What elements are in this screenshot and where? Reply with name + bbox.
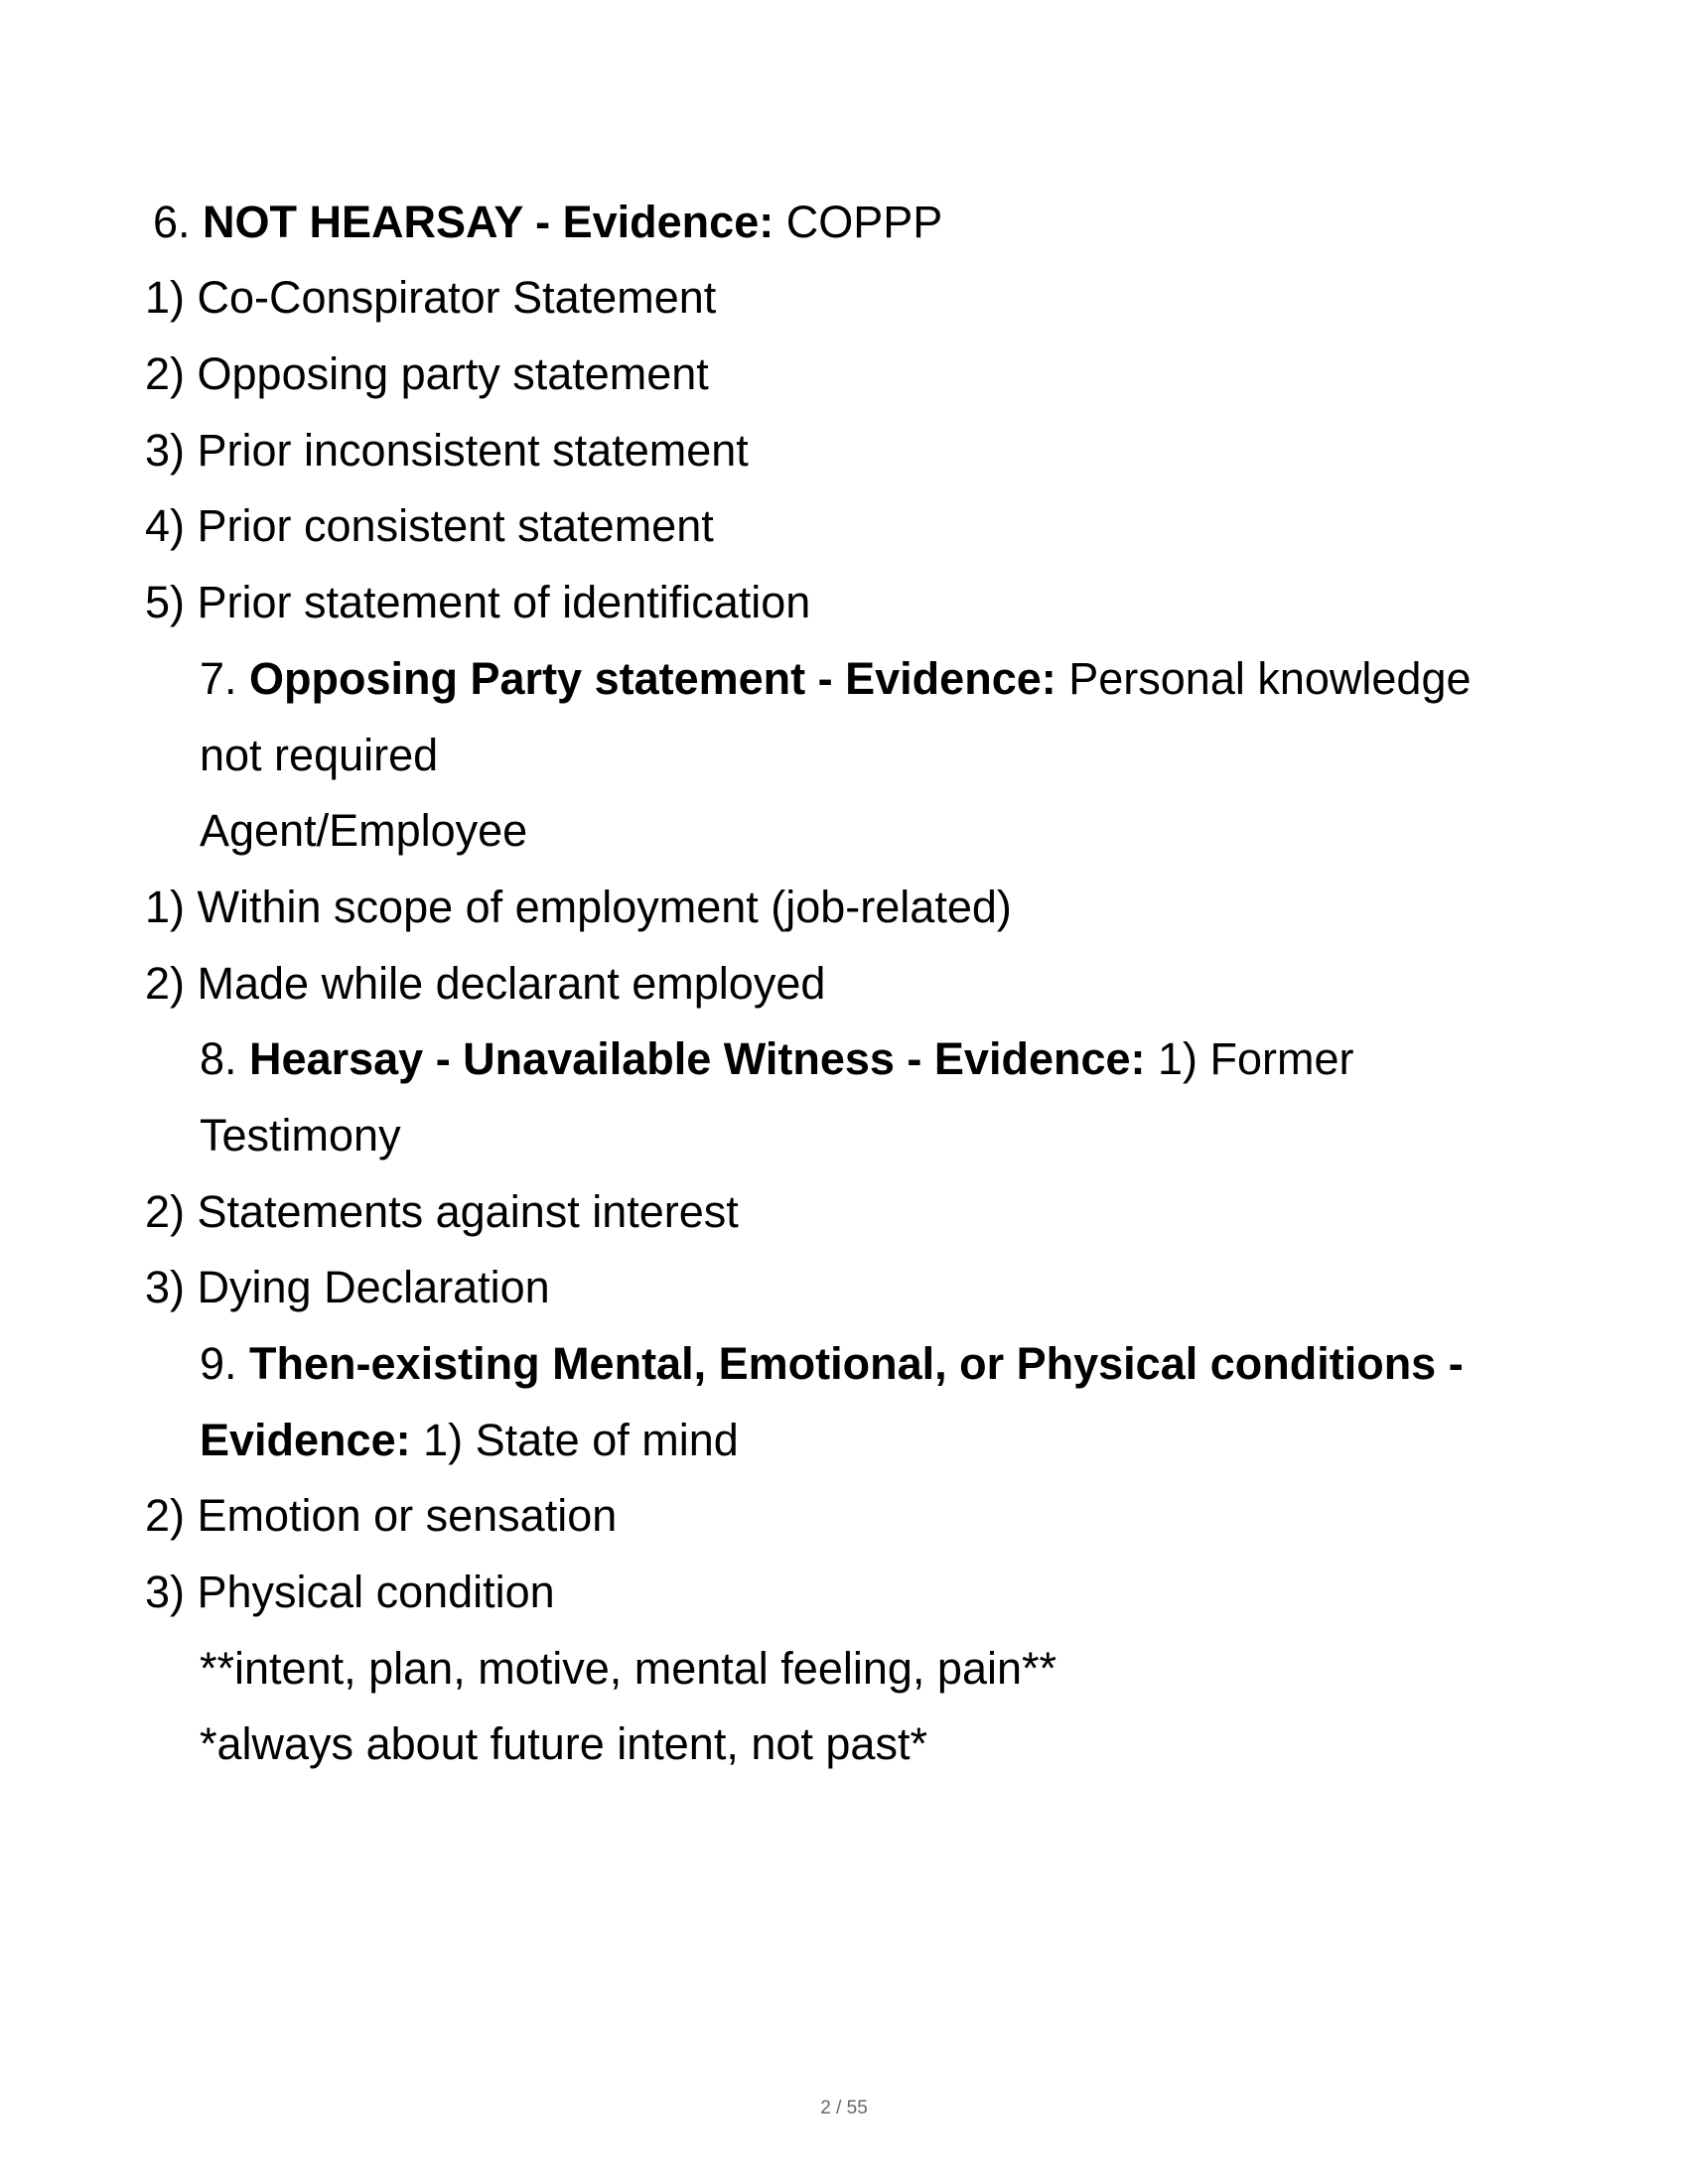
section-title-continuation: Evidence: — [200, 1415, 411, 1465]
list-item: 2) Opposing party statement — [145, 348, 709, 399]
section-title: Opposing Party statement - Evidence: — [249, 653, 1056, 704]
section-number: 9. — [200, 1338, 237, 1389]
section-6-heading — [153, 195, 942, 250]
section-7-heading — [200, 651, 1472, 707]
section-number: 8. — [200, 1033, 237, 1084]
note-text: **intent, plan, motive, mental feeling, pain** — [200, 1643, 1057, 1694]
section-title: Hearsay - Unavailable Witness - Evidence: — [249, 1033, 1146, 1084]
section-number: 7. — [200, 653, 237, 704]
section-title: NOT HEARSAY - Evidence: — [203, 197, 774, 247]
section-text: COPPP — [785, 197, 943, 247]
section-title: Then-existing Mental, Emotional, or Physical conditions - — [249, 1338, 1464, 1389]
section-text: 1) State of mind — [423, 1415, 739, 1465]
list-item: 2) Emotion or sensation — [145, 1490, 618, 1541]
section-text: Personal knowledge — [1068, 653, 1472, 704]
section-8-heading — [200, 1031, 1354, 1087]
list-item: 1) Co-Conspirator Statement — [145, 272, 717, 323]
list-item: 2) Made while declarant employed — [145, 958, 826, 1009]
section-9-heading — [200, 1336, 1464, 1392]
list-item: 3) Dying Declaration — [145, 1262, 550, 1312]
list-item: 3) Prior inconsistent statement — [145, 425, 749, 476]
subheading: Agent/Employee — [200, 805, 528, 856]
section-text-continuation: Testimony — [200, 1110, 401, 1160]
list-item: 3) Physical condition — [145, 1567, 555, 1617]
list-item: 5) Prior statement of identification — [145, 577, 811, 627]
page-indicator: 2 / 55 — [820, 2098, 868, 2118]
note-text: *always about future intent, not past* — [200, 1718, 927, 1769]
list-item: 1) Within scope of employment (job-related) — [145, 882, 1012, 932]
section-9-heading-continuation — [200, 1413, 739, 1468]
section-text-continuation: not required — [200, 730, 439, 780]
list-item: 2) Statements against interest — [145, 1186, 739, 1237]
section-number: 6. — [153, 197, 191, 247]
list-item: 4) Prior consistent statement — [145, 500, 714, 551]
section-text: 1) Former — [1158, 1033, 1354, 1084]
